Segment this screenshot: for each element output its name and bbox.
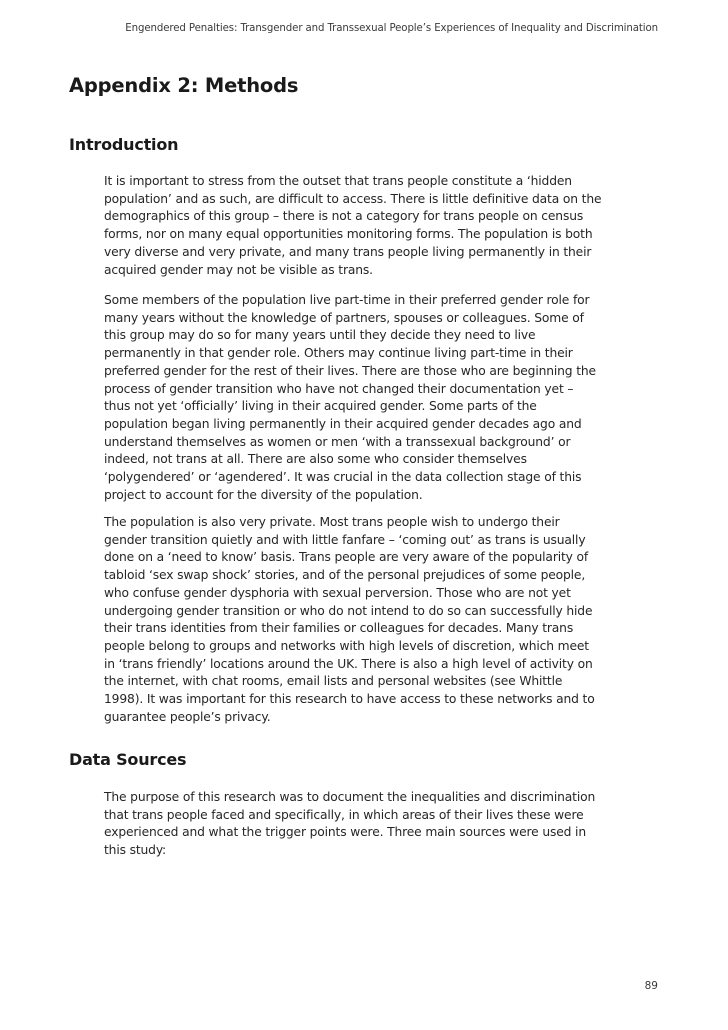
text-line: ‘polygendered’ or ‘agendered’. It was crucial in the data collection stage of this xyxy=(104,470,582,485)
text-line: The population is also very private. Most trans people wish to undergo their xyxy=(104,515,560,529)
text-line: preferred gender for the rest of their lives. There are those who are beginning the xyxy=(104,363,596,378)
text-line: indeed, not trans at all. There are also some who consider themselves xyxy=(104,452,527,467)
text-line: project to account for the diversity of the population. xyxy=(104,487,423,502)
text-line: guarantee people’s privacy. xyxy=(104,709,271,724)
text-line: experienced and what the trigger points were. Three main sources were used in xyxy=(104,825,586,840)
text-line: this group may do so for many years until they decide they need to live xyxy=(104,328,536,343)
text-line: who confuse gender dysphoria with sexual perversion. Those who are not yet xyxy=(104,585,571,600)
text-line: population’ and as such, are difficult to access. There is little definitive data on the xyxy=(104,191,602,206)
text-line: many years without the knowledge of partners, spouses or colleagues. Some of xyxy=(104,310,584,325)
introduction-paragraph-2 xyxy=(104,292,634,504)
text-line: process of gender transition who have not changed their documentation yet – xyxy=(104,381,574,396)
page-number: 89 xyxy=(644,980,658,992)
text-line: done on a ‘need to know’ basis. Trans people are very aware of the popularity of xyxy=(104,550,589,565)
data-sources-paragraph-1 xyxy=(104,789,634,860)
text-line: tabloid ‘sex swap shock’ stories, and of the personal prejudices of some people, xyxy=(104,568,586,583)
text-line: forms, nor on many equal opportunities monitoring forms. The population is both xyxy=(104,227,593,242)
text-line: that trans people faced and specifically, in which areas of their lives these were xyxy=(104,807,584,822)
text-line: this study: xyxy=(104,843,167,858)
section-heading-data-sources: Data Sources xyxy=(69,750,187,769)
text-line: population began living permanently in their acquired gender decades ago and xyxy=(104,416,582,431)
text-line: understand themselves as women or men ‘with a transsexual background’ or xyxy=(104,434,571,449)
text-line: people belong to groups and networks with high levels of discretion, which meet xyxy=(104,638,589,653)
text-line: Some members of the population live part-time in their preferred gender role for xyxy=(104,293,590,307)
text-line: It is important to stress from the outset that trans people constitute a ‘hidden xyxy=(104,174,572,188)
text-line: undergoing gender transition or who do not intend to do so can successfully hide xyxy=(104,603,593,618)
text-line: the internet, with chat rooms, email lists and personal websites (see Whittle xyxy=(104,674,563,689)
text-line: permanently in that gender role. Others may continue living part-time in their xyxy=(104,346,573,361)
text-line: demographics of this group – there is not a category for trans people on census xyxy=(104,209,584,224)
text-line: in ‘trans friendly’ locations around the UK. There is also a high level of activity on xyxy=(104,656,593,671)
page-title: Appendix 2: Methods xyxy=(69,74,299,97)
text-line: 1998). It was important for this research to have access to these networks and to xyxy=(104,692,595,707)
text-line: acquired gender may not be visible as trans. xyxy=(104,262,373,277)
text-line: thus not yet ‘officially’ living in their acquired gender. Some parts of the xyxy=(104,399,537,414)
introduction-paragraph-1 xyxy=(104,173,634,279)
running-header: Engendered Penalties: Transgender and Transsexual People’s Experiences of Inequality and Discrimination xyxy=(125,23,658,34)
section-heading-introduction: Introduction xyxy=(69,135,179,154)
introduction-paragraph-3 xyxy=(104,514,634,726)
text-line: very diverse and very private, and many trans people living permanently in their xyxy=(104,244,592,259)
text-line: The purpose of this research was to document the inequalities and discrimination xyxy=(104,790,596,804)
text-line: their trans identities from their families or colleagues for decades. Many trans xyxy=(104,621,574,636)
text-line: gender transition quietly and with little fanfare – ‘coming out’ as trans is usually xyxy=(104,532,586,547)
